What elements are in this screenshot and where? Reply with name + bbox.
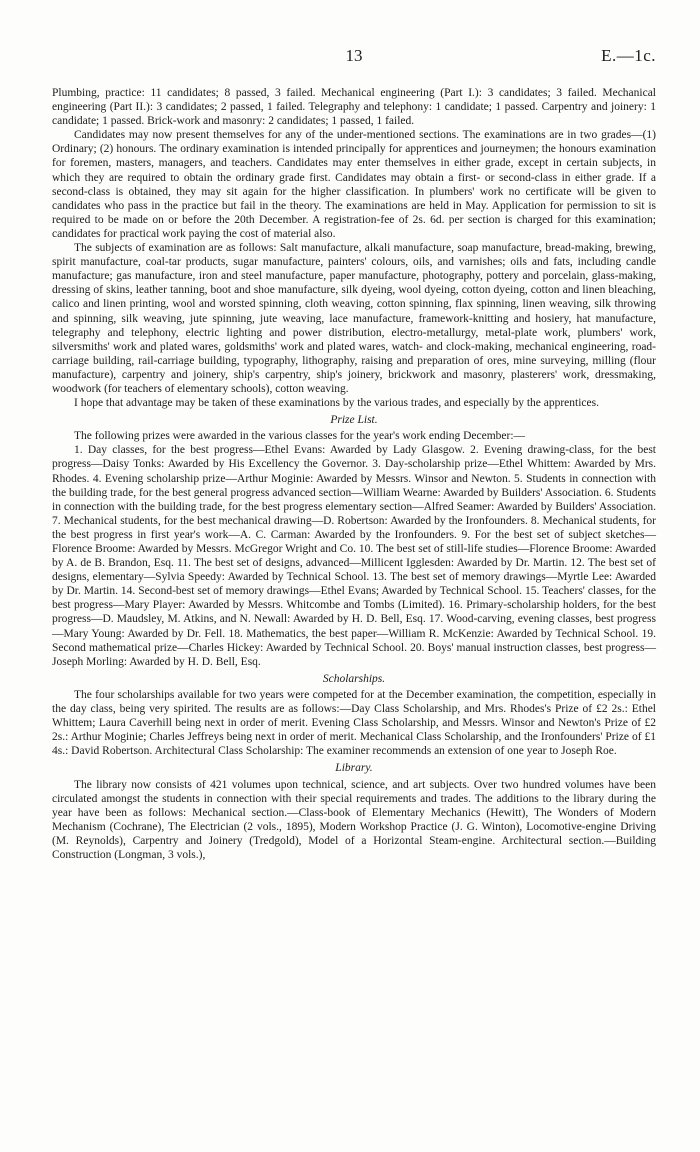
paragraph-prizes: 1. Day classes, for the best progress—Ethel Evans: Awarded by Lady Glasgow. 2. Evening drawing-class, for the best progress—Daisy Tonks: Awarded by His Excellency the Governor. 3. Day-scholarship prize—Ethel Whittem: Awarded by Mrs. Rhodes. 4. Evening scholarship prize—Arthur Moginie: Awarded by Messrs. Winsor and Newton. 5. Students in connection with the building trade, for the best general progress advanced section—William Wearne: Awarded by Builders' Association. 6. Students in connection with the building trade, for the best progress elementary section—Alfred Seamer: Awarded by Builders' Association. 7. Mechanical students, for the best mechanical drawing—D. Robertson: Awarded by the Ironfounders. 8. Mechanical students, for the best progress in first year's work—A. C. Carman: Awarded by the Ironfounders. 9. For the best set of subject sketches—Florence Broome: Awarded by Messrs. McGregor Wright and Co. 10. The best set of still-life studies—Florence Broome: Awarded by A. de B. Brandon, Esq. 11. The best set of designs, advanced—Millicent Igglesden: Awarded by Dr. Martin. 12. The best set of designs, elementary—Sylvia Speedy: Awarded by Technical School. 13. The best set of memory drawings—Myrtle Lee: Awarded by Dr. Martin. 14. Second-best set of memory drawings—Ethel Evans; Awarded by Technical School. 15. Teachers' classes, for the best progress—Mary Player: Awarded by Messrs. Whitcombe and Tombs (Limited). 16. Primary-scholarship holders, for the best progress—D. Maudsley, M. Atkins, and N. Newall: Awarded by H. D. Bell, Esq. 17. Wood-carving, evening classes, best progress—Mary Young: Awarded by Dr. Fell. 18. Mathematics, the best paper—William R. McKenzie: Awarded by Technical School. 19. Second mathematical prize—Charles Hickey: Awarded by Technical School. 20. Boys' manual instruction classes, best progress—Joseph Morling: Awarded by H. D. Bell, Esq. <box>52 444 656 668</box>
paragraph-exam-results: Plumbing, practice: 11 candidates; 8 passed, 3 failed. Mechanical engineering (Part I.): 3 candidates; 3 failed. Mechanical engineering (Part II.): 3 candidates; 2 passed, 1 failed. Telegraphy and telephony: 1 candidate; 1 passed. Carpentry and joinery: 1 candidate; 1 passed. Brick-work and masonry: 2 candidates; 1 passed, 1 failed. <box>52 87 656 128</box>
document-reference: E.—1c. <box>601 46 656 65</box>
paragraph-subjects: The subjects of examination are as follows: Salt manufacture, alkali manufacture, soap manufacture, bread-making, brewing, spirit manufacture, coal-tar products, sugar manufacture, painters' colours, oils, and varnishes; oils and fats, including candle manufacture; gas manufacture, iron and steel manufacture, paper manufacture, photography, pottery and porcelain, glass-making, dressing of skins, leather tanning, boot and shoe manufacture, silk dyeing, wool dyeing, cotton dyeing, cotton and linen bleaching, calico and linen printing, wool and worsted spinning, cloth weaving, cotton spinning, flax spinning, linen weaving, silk throwing and spinning, silk weaving, jute spinning, jute weaving, lace manufacture, framework-knitting and hosiery, hat manufacture, telegraphy and telephony, electric lighting and power distribution, electro-metallurgy, metal-plate work, plumbers' work, silversmiths' work and plated wares, goldsmiths' work and plated wares, watch- and clock-making, mechanical engineering, road-carriage building, rail-carriage building, typography, lithography, raising and preparation of ores, mine surveying, milling (flour manufacture), carpentry and joinery, ship's carpentry, ship's joinery, brickwork and masonry, plasterers' work, dressmaking, woodwork (for teachers of elementary schools), cotton weaving. <box>52 242 656 395</box>
paragraph-hope: I hope that advantage may be taken of these examinations by the various trades, and especially by the apprentices. <box>74 397 599 410</box>
paragraph-prize-intro: The following prizes were awarded in the various classes for the year's work ending December:— <box>74 430 526 443</box>
paragraph-candidates: Candidates may now present themselves for any of the under-mentioned sections. The examinations are in two grades—(1) Ordinary; (2) honours. The ordinary examination is intended principally for apprentices and journeymen; the honours examination for foremen, masters, managers, and teachers. Candidates may enter themselves in either grade, except in certain subjects, in which they are required to obtain the ordinary grade first. Candidates may obtain a first- or second-class in either grade. If a second-class is obtained, they may sit again for the higher classification. In plumbers' work no certificate will be given to candidates who pass in the practice but fail in the theory. The examinations are held in May. Application for permission to sit is required to be made on or before the 20th December. A registration-fee of 2s. 6d. per section is charged for this examination; candidates for practical work paying the cost of material also. <box>52 129 656 240</box>
page-number: 13 <box>345 46 363 65</box>
heading-prize-list: Prize List. <box>330 414 378 427</box>
heading-scholarships: Scholarships. <box>322 672 386 685</box>
paragraph-scholarships: The four scholarships available for two years were competed for at the December examination, the competition, especially in the day class, being very spirited. The results are as follows:—Day Class Scholarship, and Mrs. Rhodes's Prize of £2 2s.: Ethel Whittem; Laura Caverhill being next in order of merit. Evening Class Scholarship, and Messrs. Winsor and Newton's Prize of £2 2s.: Arthur Moginie; Charles Jeffreys being next in order of merit. Mechanical Class Scholarship, and the Ironfounders' Prize of £1 4s.: David Robertson. Architectural Class Scholarship: The examiner recommends an extension of one year to Joseph Roe. <box>52 688 656 758</box>
paragraph-library: The library now consists of 421 volumes upon technical, science, and art subjects. Over two hundred volumes have been circulated amongst the students in connection with their special requirements and trades. The additions to the library during the year have been as follows: Mechanical section.—Class-book of Elementary Mechanics (Hewitt), The Wonders of Modern Mechanism (Cochrane), The Electrician (2 vols., 1895), Modern Workshop Practice (J. G. Winton), Locomotive-engine Driving (M. Reynolds), Carpentry and Joinery (Tredgold), Model of a Horizontal Steam-engine. Architectural section.—Building Construction (Longman, 3 vols.), <box>52 778 656 861</box>
page-header <box>52 46 656 86</box>
heading-library: Library. <box>335 762 373 775</box>
